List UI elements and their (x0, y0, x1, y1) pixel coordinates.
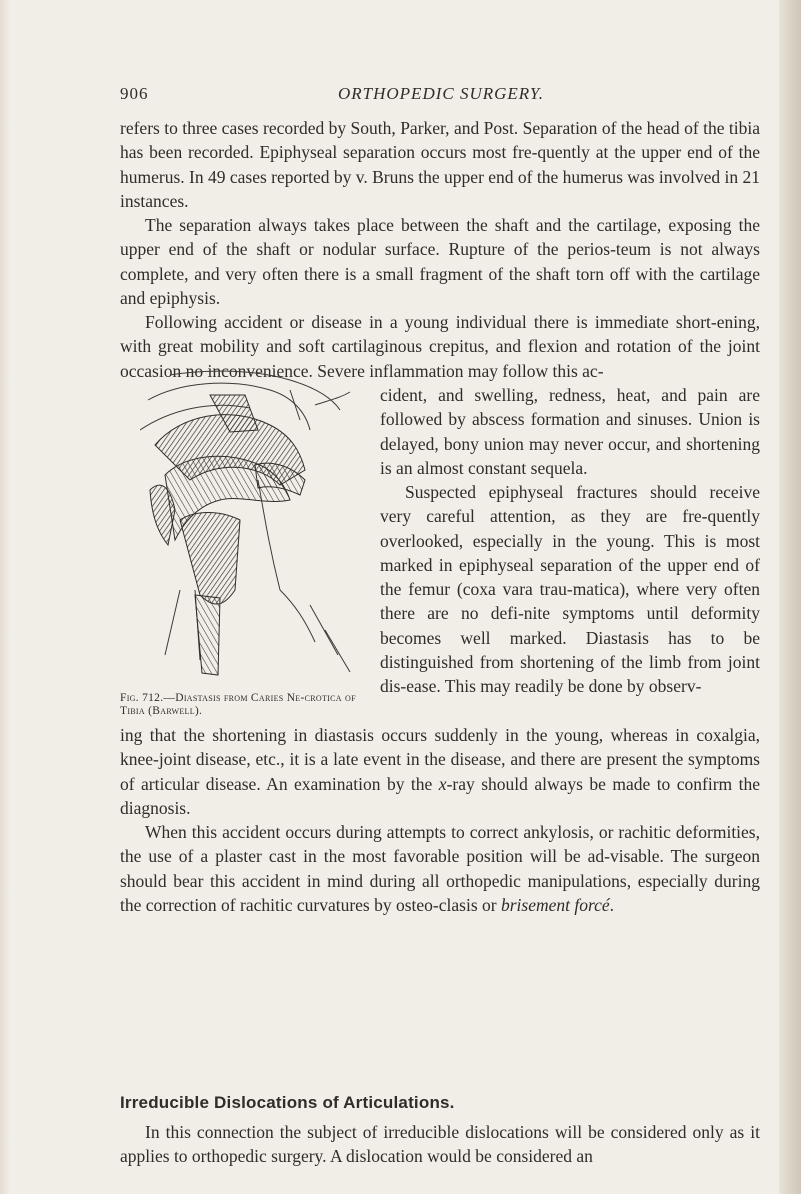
paragraph-4-continued: ing that the shortening in diastasis occurs suddenly in the young, whereas in coxalgia, knee-joint disease, etc., it is a late event in the disease, and there are present the symptoms of articular disease. An examination by the x-ray should always be made to confirm the diagnosis. (120, 725, 760, 818)
paragraph-2: The separation always takes place between the shaft and the cartilage, exposing the upper end of the shaft or nodular surface. Rupture of the perios-teum is not always complete, and very often there is a small fragment of the shaft torn off with the cartilage and epiphysis. (120, 215, 760, 308)
page-edge (779, 0, 801, 1194)
figure-caption-text: —Diastasis from Caries Ne-crotica of Tibia (Barwell). (120, 692, 356, 717)
page-gutter (0, 0, 10, 1194)
tibia-illustration (140, 370, 365, 690)
paragraph-1: refers to three cases recorded by South, Parker, and Post. Separation of the head of the tibia has been recorded. Epiphyseal separation occurs most fre-quently at the upper end of the humerus. In 49 cases reported by v. Bruns the upper end of the humerus was involved in 21 instances. (120, 118, 760, 211)
paragraph-6: In this connection the subject of irreducible dislocations will be considered only as it applies to orthopedic surgery. A dislocation would be considered an (120, 1122, 760, 1167)
page-number: 906 (120, 84, 149, 103)
figure-number: Fig. 712. (120, 692, 164, 704)
figure-712 (140, 370, 365, 690)
paragraph-4: Suspected epiphyseal fractures should receive very careful attention, as they are fre-quently overlooked, especially in the young. This is most marked in epiphyseal separation of the upper end of the femur (coxa vara trau-matica), where very often there are no defi-nite symptoms until deformity becomes well marked. Diastasis has to be distinguished from shortening of the limb from joint dis-ease. This may readily be done by observ- (380, 482, 760, 697)
paragraph-3: Following accident or disease in a young individual there is immediate short-ening, with great mobility and soft cartilaginous crepitus, and flexion and rotation of the joint occasion no inconvenience. Severe inflammation may follow this ac- (120, 312, 760, 381)
paragraph-5: When this accident occurs during attempts to correct ankylosis, or rachitic deformities, the use of a plaster cast in the most favorable position will be ad-visable. The surgeon should bear this accident in mind during all orthopedic manipulations, especially during the correction of rachitic curvatures by osteo-clasis or brisement forcé. (120, 822, 760, 915)
page-header (120, 84, 760, 106)
running-title: ORTHOPEDIC SURGERY. (338, 84, 545, 103)
section-heading: Irreducible Dislocations of Articulations. (120, 1093, 455, 1112)
paragraph-3-continued: cident, and swelling, redness, heat, and pain are followed by abscess formation and sinuses. Union is delayed, bony union may never occur, and shortening is an almost constant sequela. (380, 385, 760, 478)
figure-caption (120, 692, 378, 718)
